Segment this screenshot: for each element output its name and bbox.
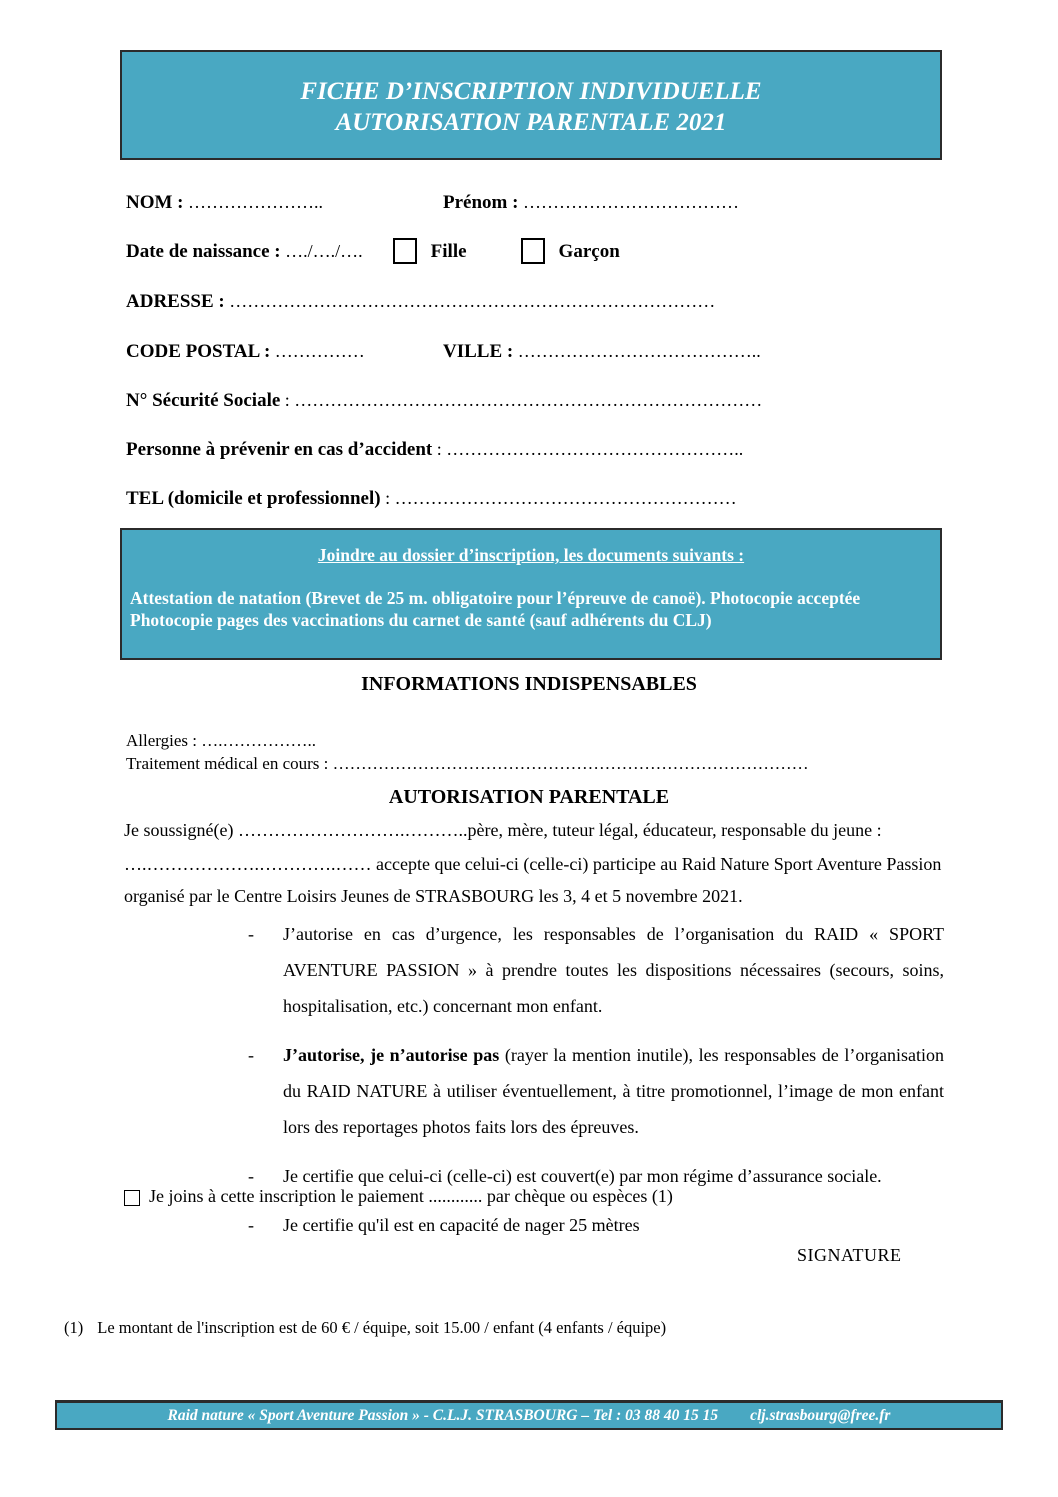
- allergies-value-dots: ….……………..: [196, 731, 316, 750]
- garcon-label: Garçon: [558, 241, 620, 262]
- documents-box-line1: Attestation de natation (Brevet de 25 m. obligatoire pour l’épreuve de canoë). Photocopie acceptée: [130, 588, 861, 608]
- prenom-label: Prénom :: [443, 192, 519, 213]
- bullet-text: [283, 916, 944, 1024]
- row-personne-urgence: [126, 439, 948, 469]
- signature-label: SIGNATURE: [797, 1245, 902, 1265]
- naissance-label: Date de naissance :: [126, 241, 281, 262]
- prenom-group: [443, 192, 739, 214]
- prenom-value-dots: ………………………………: [518, 192, 739, 212]
- bullet-dash: -: [248, 1166, 254, 1186]
- bullet-dash: -: [248, 1215, 254, 1235]
- row-traitement: [126, 754, 809, 774]
- documents-box-line2: Photocopie pages des vaccinations du carnet de santé (sauf adhérents du CLJ): [130, 610, 712, 630]
- ville-group: [443, 341, 761, 363]
- informations-section-title: INFORMATIONS INDISPENSABLES: [361, 673, 697, 695]
- adresse-label: ADRESSE :: [126, 291, 225, 312]
- footer-text: Raid nature « Sport Aventure Passion » - C.L.J. STRASBOURG – Tel : 03 88 40 15 15: [167, 1407, 719, 1424]
- code-postal-label: CODE POSTAL :: [126, 341, 271, 362]
- allergies-label: Allergies :: [126, 731, 197, 750]
- row-naissance: [126, 241, 948, 271]
- ville-value-dots: …………………………………..: [513, 341, 761, 361]
- traitement-value-dots: …………………………………………………………………………: [328, 754, 809, 773]
- paiement-text: Je joins à cette inscription le paiement ............ par chèque ou espèces (1): [149, 1186, 673, 1206]
- autorisation-line1: Je soussigné(e) ……………………….………..père, mère, tuteur légal, éducateur, responsable du jeune :: [124, 820, 882, 840]
- footer-email: clj.strasbourg@free.fr: [750, 1407, 891, 1424]
- personne-urgence-label: Personne à prévenir en cas d’accident: [126, 439, 433, 460]
- paiement-checkbox[interactable]: [124, 1190, 140, 1206]
- bullet-text: [283, 1037, 944, 1145]
- footnote-marker: (1): [64, 1318, 84, 1337]
- bullet-item-natation: [248, 1207, 944, 1243]
- autorisation-line2: ….……………….………….…… accepte que celui-ci (celle-ci) participe au Raid Nature Sport Aventure Passion: [124, 854, 942, 874]
- ville-label: VILLE :: [443, 341, 514, 362]
- form-title-line1: FICHE D’INSCRIPTION INDIVIDUELLE: [300, 78, 762, 105]
- footnote-text: Le montant de l'inscription est de 60 € / équipe, soit 15.00 / enfant (4 enfants / équipe): [97, 1318, 667, 1337]
- tel-label: TEL (domicile et professionnel): [126, 488, 381, 509]
- documents-box-title: Joindre au dossier d’inscription, les documents suivants :: [317, 545, 745, 565]
- row-paiement: [124, 1186, 884, 1207]
- securite-sociale-label: N° Sécurité Sociale: [126, 390, 281, 411]
- row-nom-prenom: [126, 192, 948, 222]
- garcon-checkbox[interactable]: [521, 238, 545, 264]
- adresse-value-dots: ………………………………………………………………………: [224, 291, 716, 311]
- footer-bar: [55, 1400, 1003, 1430]
- personne-urgence-value-dots: : …………………………………………..: [432, 439, 744, 459]
- bullet-bold-text: J’autorise, je n’autorise pas: [283, 1045, 500, 1065]
- securite-sociale-value-dots: : ……………………………………………………………………: [280, 390, 763, 410]
- row-allergies: [126, 731, 316, 751]
- fille-label: Fille: [430, 241, 467, 262]
- footnote: [64, 1318, 666, 1338]
- form-title-line2: AUTORISATION PARENTALE 2021: [335, 109, 727, 136]
- row-adresse: [126, 291, 948, 321]
- bullet-plain-text: J’autorise en cas d’urgence, les responsables de l’organisation du RAID « SPORT AVENTURE PASSION » à prendre toutes les dispositions nécessaires (secours, soins, hospitalisation, etc.) concernant mon enfant.: [283, 924, 944, 1016]
- bullet-item-urgence: [248, 916, 944, 1024]
- naissance-value-dots: …./…./….: [280, 241, 363, 261]
- bullet-item-droit-image: [248, 1037, 944, 1145]
- traitement-label: Traitement médical en cours :: [126, 754, 329, 773]
- bullet-plain-text: Je certifie que celui-ci (celle-ci) est couvert(e) par mon régime d’assurance sociale.: [283, 1166, 882, 1186]
- row-tel: [126, 488, 948, 518]
- documents-requis-box: [120, 528, 942, 660]
- nom-value-dots: …………………..: [183, 192, 324, 212]
- bullet-plain-text: (rayer la mention inutile), les responsables de l’organisation du RAID NATURE à utiliser éventuellement, à titre promotionnel, l’image de mon enfant lors des reportages photos faits lors des épreuves.: [283, 1045, 944, 1137]
- bullet-dash: -: [248, 924, 254, 944]
- code-postal-value-dots: ……………: [270, 341, 365, 361]
- row-securite-sociale: [126, 390, 948, 420]
- autorisation-line3: organisé par le Centre Loisirs Jeunes de STRASBOURG les 3, 4 et 5 novembre 2021.: [124, 886, 743, 906]
- form-title-box: [120, 50, 942, 160]
- nom-label: NOM :: [126, 192, 184, 213]
- bullet-dash: -: [248, 1045, 254, 1065]
- tel-value-dots: : …………………………………………………: [380, 488, 737, 508]
- bullet-text: [283, 1207, 944, 1243]
- bullet-plain-text: Je certifie qu'il est en capacité de nager 25 mètres: [283, 1215, 640, 1235]
- autorisation-section-title: AUTORISATION PARENTALE: [388, 786, 670, 808]
- row-cp-ville: [126, 341, 948, 371]
- fille-checkbox[interactable]: [393, 238, 417, 264]
